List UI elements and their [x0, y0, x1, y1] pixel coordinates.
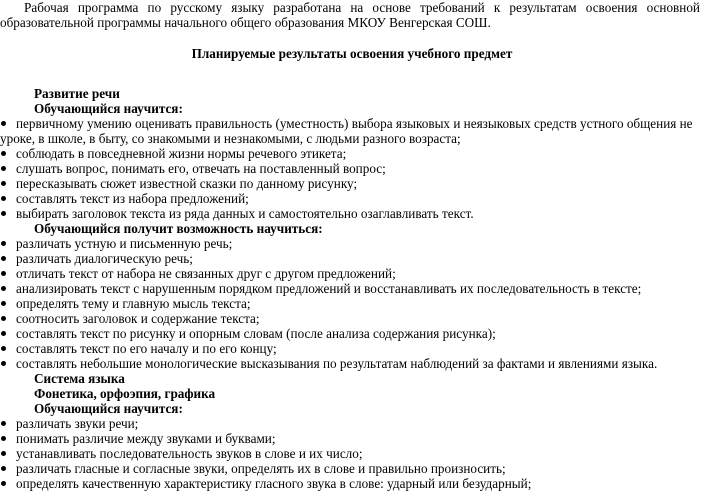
list-item: соблюдать в повседневной жизни нормы речевого этикета;: [0, 146, 704, 161]
page-title: Планируемые результаты освоения учебного предмет: [191, 46, 513, 61]
learn-heading: Обучающийся научится:: [34, 401, 183, 416]
spacer: [0, 77, 704, 86]
learn-list: [0, 116, 704, 221]
list-item: различать диалогическую речь;: [0, 251, 704, 266]
list-item: составлять текст по рисунку и опорным словам (после анализа содержания рисунка);: [0, 326, 704, 341]
list-item: составлять текст по его началу и по его концу;: [0, 341, 704, 356]
list-item: различать гласные и согласные звуки, определять их в слове и правильно произносить;: [0, 461, 704, 476]
list-item: определять качественную характеристику гласного звука в слове: ударный или безударный;: [0, 476, 704, 491]
list-item: составлять текст из набора предложений;: [0, 191, 704, 206]
list-item: слушать вопрос, понимать его, отвечать на поставленный вопрос;: [0, 161, 704, 176]
opportunity-heading: Обучающийся получит возможность научиться:: [34, 221, 323, 236]
list-item: выбирать заголовок текста из ряда данных и самостоятельно озаглавливать текст.: [0, 206, 704, 221]
list-item: пересказывать сюжет известной сказки по данному рисунку;: [0, 176, 704, 191]
opportunity-list: [0, 236, 704, 371]
section-heading-language-system: Система языка: [34, 371, 125, 386]
learn-list: [0, 416, 704, 491]
list-item: составлять небольшие монологические высказывания по результатам наблюдений за фактами и явлениями языка.: [0, 356, 704, 371]
list-item: устанавливать последовательность звуков в слове и их число;: [0, 446, 704, 461]
list-item: понимать различие между звуками и буквами;: [0, 431, 704, 446]
intro-paragraph: Рабочая программа по русскому языку разработана на основе требований к результатам освоения основной образовательной программы начального общего образования МКОУ Венгерская СОШ.: [0, 0, 700, 30]
learn-heading: Обучающийся научится:: [34, 101, 183, 116]
list-item: различать звуки речи;: [0, 416, 704, 431]
list-item: отличать текст от набора не связанных друг с другом предложений;: [0, 266, 704, 281]
subsection-heading-phonetics: Фонетика, орфоэпия, графика: [34, 386, 216, 401]
list-item: соотносить заголовок и содержание текста;: [0, 311, 704, 326]
list-item: различать устную и письменную речь;: [0, 236, 704, 251]
list-item: анализировать текст с нарушенным порядком предложений и восстанавливать их последовательность в тексте;: [0, 281, 704, 296]
list-item: первичному умению оценивать правильность (уместность) выбора языковых и неязыковых средств устного общения не уроке, в школе, в быту, со знакомыми и незнакомыми, с людьми разного возраста;: [0, 116, 704, 146]
list-item: определять тему и главную мысль текста;: [0, 296, 704, 311]
section-heading-speech: Развитие речи: [34, 86, 120, 101]
